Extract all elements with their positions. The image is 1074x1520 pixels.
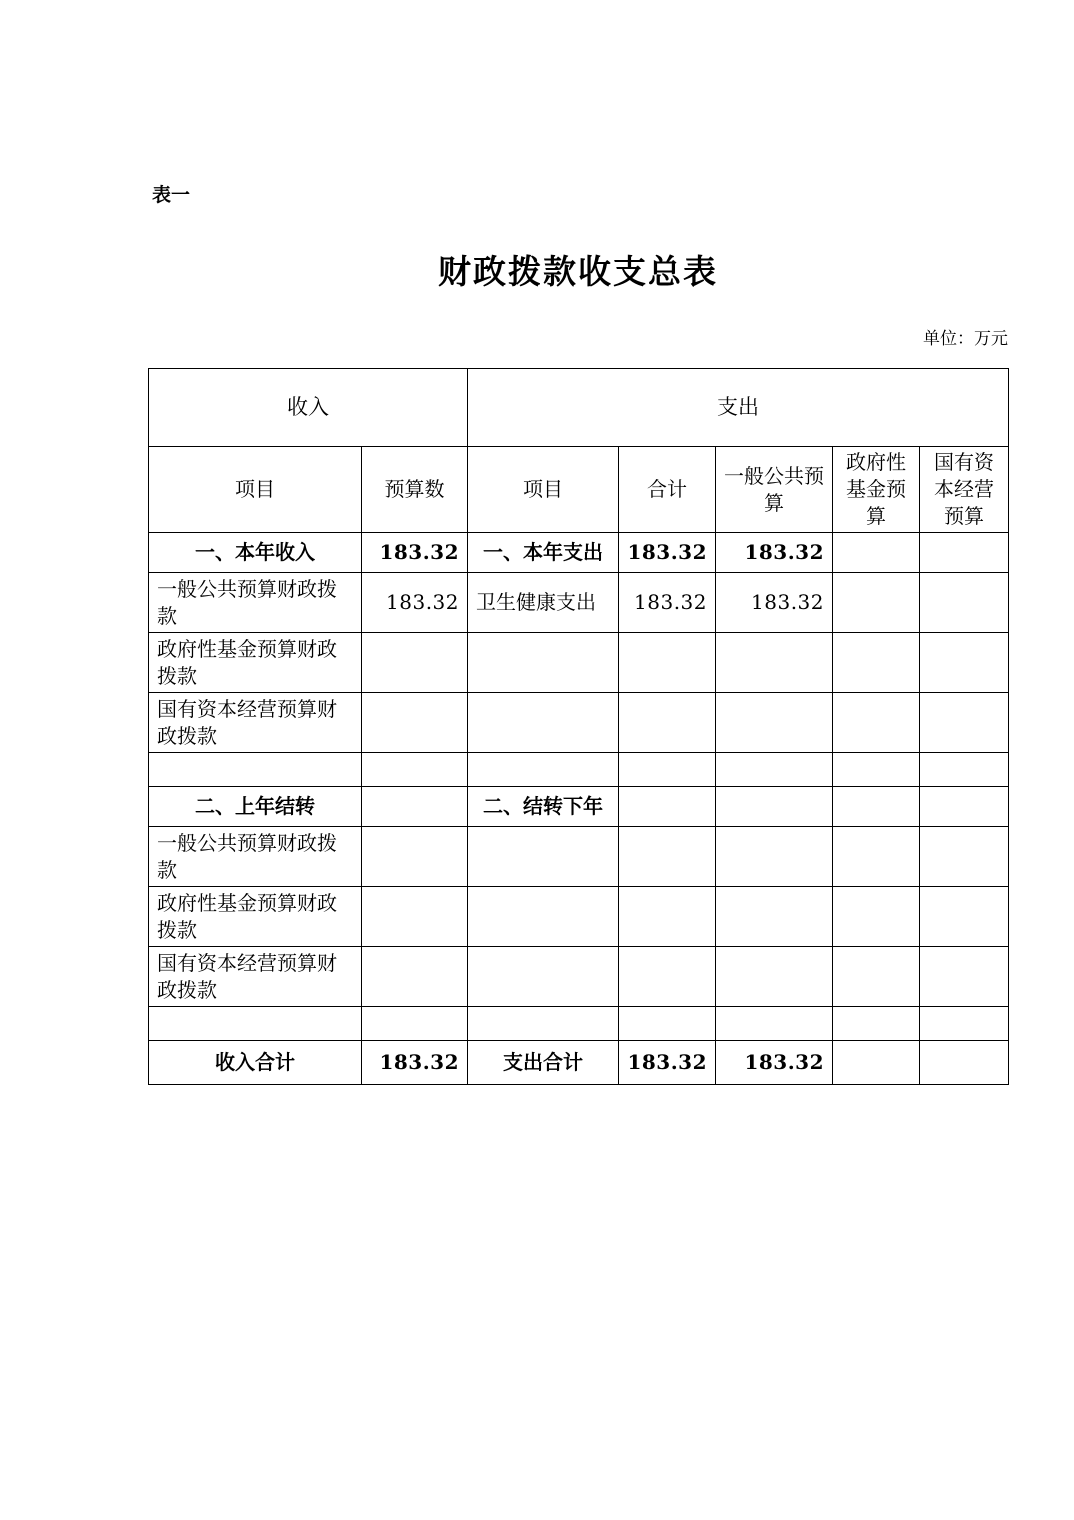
expense-total-cell: [619, 1007, 716, 1041]
col-header-income-item: 项目: [149, 447, 362, 533]
expense-item-cell: 二、结转下年: [468, 787, 619, 827]
table-row: [149, 533, 1009, 573]
income-item-cell: [149, 753, 362, 787]
income-budget-cell: [362, 1007, 468, 1041]
col-header-expense-total: 合计: [619, 447, 716, 533]
income-budget-cell: [362, 753, 468, 787]
expense-item-cell: [468, 753, 619, 787]
total-row: [149, 1041, 1009, 1085]
gov-fund-budget-cell: [833, 947, 920, 1007]
gov-fund-budget-cell: [833, 1007, 920, 1041]
gov-fund-budget-cell: [833, 827, 920, 887]
expense-total-cell: [619, 827, 716, 887]
gov-fund-budget-cell: [833, 633, 920, 693]
general-public-budget-cell: 183.32: [716, 1041, 833, 1085]
expense-item-cell: [468, 1007, 619, 1041]
expense-group-header: 支出: [468, 369, 1009, 447]
expense-total-label-cell: 支出合计: [468, 1041, 619, 1085]
income-budget-cell: [362, 887, 468, 947]
general-public-budget-cell: [716, 827, 833, 887]
income-budget-cell: [362, 787, 468, 827]
table-row: [149, 573, 1009, 633]
gov-fund-budget-cell: [833, 753, 920, 787]
expense-total-value-cell: 183.32: [619, 1041, 716, 1085]
page-title: 财政拨款收支总表: [438, 252, 718, 291]
income-budget-cell: [362, 693, 468, 753]
table-row: [149, 887, 1009, 947]
column-header-row: [149, 447, 1009, 533]
income-budget-cell: [362, 827, 468, 887]
unit-label: 单位：万元: [923, 329, 1008, 349]
expense-item-cell: [468, 887, 619, 947]
general-public-budget-cell: [716, 693, 833, 753]
general-public-budget-cell: [716, 1007, 833, 1041]
expense-item-cell: 一、本年支出: [468, 533, 619, 573]
expense-total-cell: 183.32: [619, 533, 716, 573]
expense-total-cell: [619, 787, 716, 827]
state-capital-budget-cell: [920, 1041, 1009, 1085]
income-item-cell: 国有资本经营预算财政拨款: [149, 693, 362, 753]
spacer-row: [149, 753, 1009, 787]
expense-item-cell: [468, 693, 619, 753]
expense-item-cell: [468, 827, 619, 887]
income-item-cell: 一、本年收入: [149, 533, 362, 573]
expense-item-cell: [468, 947, 619, 1007]
income-total-value-cell: 183.32: [362, 1041, 468, 1085]
table-label: 表一: [152, 184, 191, 206]
expense-total-cell: [619, 693, 716, 753]
expense-item-cell: 卫生健康支出: [468, 573, 619, 633]
state-capital-budget-cell: [920, 633, 1009, 693]
table-row: [149, 827, 1009, 887]
budget-summary-table: [148, 368, 1009, 1085]
table-row: [149, 947, 1009, 1007]
general-public-budget-cell: [716, 753, 833, 787]
income-item-cell: 政府性基金预算财政拨款: [149, 633, 362, 693]
gov-fund-budget-cell: [833, 887, 920, 947]
gov-fund-budget-cell: [833, 1041, 920, 1085]
expense-total-cell: [619, 753, 716, 787]
income-budget-cell: [362, 947, 468, 1007]
state-capital-budget-cell: [920, 533, 1009, 573]
col-header-expense-item: 项目: [468, 447, 619, 533]
col-header-income-budget: 预算数: [362, 447, 468, 533]
state-capital-budget-cell: [920, 887, 1009, 947]
expense-total-cell: [619, 947, 716, 1007]
state-capital-budget-cell: [920, 753, 1009, 787]
income-budget-cell: 183.32: [362, 533, 468, 573]
expense-item-cell: [468, 633, 619, 693]
group-header-row: [149, 369, 1009, 447]
col-header-general-public-budget: 一般公共预算: [716, 447, 833, 533]
income-group-header: 收入: [149, 369, 468, 447]
income-total-label-cell: 收入合计: [149, 1041, 362, 1085]
income-budget-cell: 183.32: [362, 573, 468, 633]
income-item-cell: 国有资本经营预算财政拨款: [149, 947, 362, 1007]
income-item-cell: 一般公共预算财政拨款: [149, 573, 362, 633]
gov-fund-budget-cell: [833, 533, 920, 573]
col-header-gov-fund-budget: 政府性基金预算: [833, 447, 920, 533]
income-budget-cell: [362, 633, 468, 693]
general-public-budget-cell: [716, 947, 833, 1007]
table-row: [149, 787, 1009, 827]
gov-fund-budget-cell: [833, 573, 920, 633]
col-header-state-capital-budget: 国有资本经营预算: [920, 447, 1009, 533]
table-row: [149, 693, 1009, 753]
gov-fund-budget-cell: [833, 693, 920, 753]
spacer-row: [149, 1007, 1009, 1041]
state-capital-budget-cell: [920, 573, 1009, 633]
expense-total-cell: 183.32: [619, 573, 716, 633]
general-public-budget-cell: [716, 633, 833, 693]
general-public-budget-cell: [716, 787, 833, 827]
income-item-cell: 二、上年结转: [149, 787, 362, 827]
state-capital-budget-cell: [920, 693, 1009, 753]
state-capital-budget-cell: [920, 1007, 1009, 1041]
income-item-cell: [149, 1007, 362, 1041]
income-item-cell: 政府性基金预算财政拨款: [149, 887, 362, 947]
general-public-budget-cell: [716, 887, 833, 947]
state-capital-budget-cell: [920, 947, 1009, 1007]
expense-total-cell: [619, 887, 716, 947]
state-capital-budget-cell: [920, 787, 1009, 827]
state-capital-budget-cell: [920, 827, 1009, 887]
general-public-budget-cell: 183.32: [716, 573, 833, 633]
general-public-budget-cell: 183.32: [716, 533, 833, 573]
table-row: [149, 633, 1009, 693]
expense-total-cell: [619, 633, 716, 693]
income-item-cell: 一般公共预算财政拨款: [149, 827, 362, 887]
gov-fund-budget-cell: [833, 787, 920, 827]
